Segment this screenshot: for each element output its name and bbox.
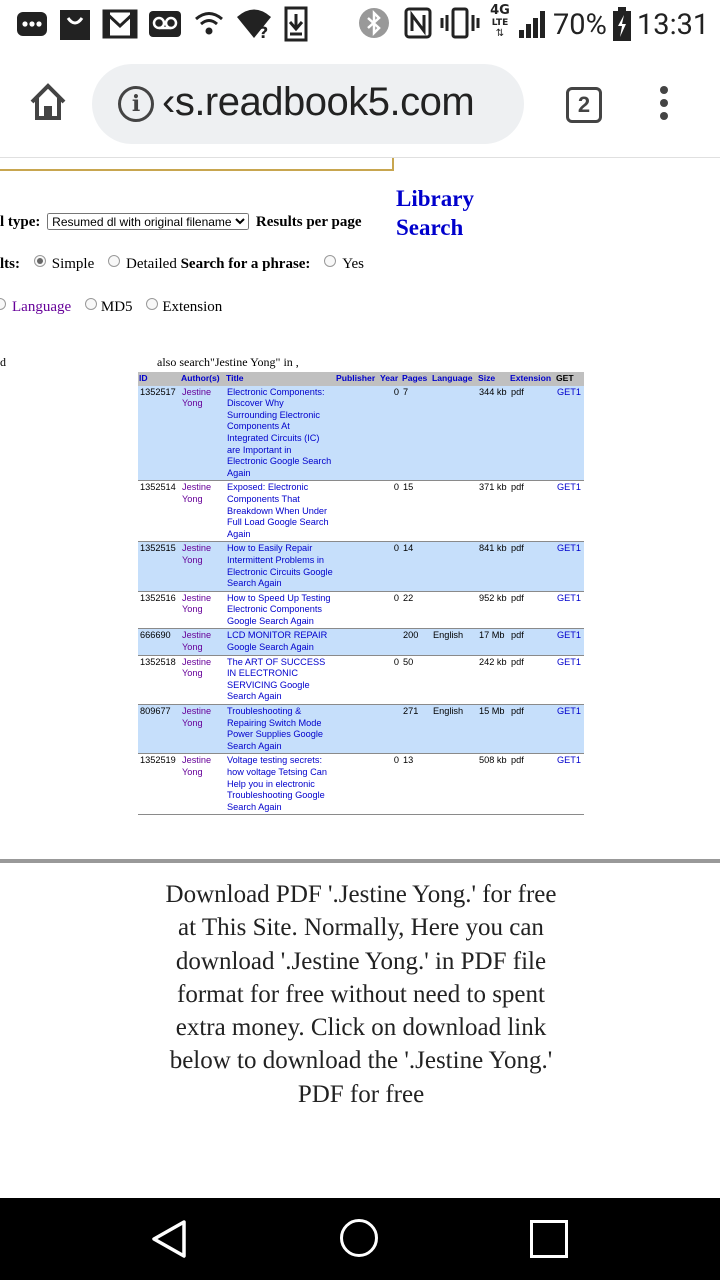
cell-pages: 271 — [401, 705, 431, 754]
extension-radio[interactable] — [146, 298, 158, 310]
navigation-bar — [0, 1198, 720, 1280]
battery-icon — [611, 6, 633, 49]
cell-size: 952 kb — [477, 591, 509, 629]
nfc-icon — [404, 7, 432, 46]
table-row — [138, 655, 584, 704]
phrase-label: Search for a phrase: — [180, 256, 311, 272]
cell-year: 0 — [379, 655, 401, 704]
results-per-page-label: Results per page — [255, 214, 362, 230]
cell-pages: 7 — [401, 386, 431, 481]
cell-language: English — [431, 705, 477, 754]
download-type-row — [0, 213, 361, 231]
col-authors[interactable]: Author(s) — [180, 372, 225, 386]
cell-author[interactable]: Jestine Yong — [180, 754, 225, 815]
cell-id: 1352519 — [138, 754, 180, 815]
phrase-yes-radio[interactable] — [324, 255, 336, 267]
cell-language: English — [431, 629, 477, 655]
cell-author[interactable]: Jestine Yong — [180, 629, 225, 655]
cell-year — [379, 629, 401, 655]
cell-pages: 13 — [401, 754, 431, 815]
cell-extension: pdf — [509, 591, 555, 629]
cell-title[interactable]: LCD MONITOR REPAIR Google Search Again — [225, 629, 335, 655]
md5-label: MD5 — [100, 299, 133, 315]
signal-icon — [518, 8, 548, 47]
network-4g-icon: 4G LTE ⇅ — [490, 3, 510, 39]
cell-pages: 50 — [401, 655, 431, 704]
cell-id: 1352514 — [138, 481, 180, 542]
download-type-label: l type: — [0, 214, 41, 230]
vibrate-icon — [440, 7, 480, 46]
col-get: GET — [555, 372, 584, 386]
cell-publisher — [335, 705, 379, 754]
cell-extension: pdf — [509, 705, 555, 754]
col-extension[interactable]: Extension — [509, 372, 555, 386]
table-row — [138, 629, 584, 655]
cell-publisher — [335, 591, 379, 629]
get-link[interactable]: GET1 — [555, 481, 584, 542]
download-icon — [284, 6, 308, 49]
also-search-text: also search"Jestine Yong" in , — [157, 355, 299, 369]
cell-title[interactable]: Exposed: Electronic Components That Breakdown When Under Full Load Google Search Again — [225, 481, 335, 542]
table-row — [138, 705, 584, 754]
cell-title[interactable]: How to Speed Up Testing Electronic Components Google Search Again — [225, 591, 335, 629]
info-icon[interactable]: i — [118, 86, 154, 122]
table-row — [138, 542, 584, 591]
library-search-link[interactable]: Library Search — [396, 186, 474, 240]
table-row — [138, 591, 584, 629]
cell-id: 1352518 — [138, 655, 180, 704]
cell-extension: pdf — [509, 629, 555, 655]
cell-size: 15 Mb — [477, 705, 509, 754]
address-bar[interactable] — [92, 64, 524, 144]
search-options-row — [0, 255, 364, 273]
get-link[interactable]: GET1 — [555, 754, 584, 815]
cell-title[interactable]: How to Easily Repair Intermittent Problems in Electronic Circuits Google Search Again — [225, 542, 335, 591]
get-link[interactable]: GET1 — [555, 629, 584, 655]
cell-language — [431, 754, 477, 815]
col-id[interactable]: ID — [138, 372, 180, 386]
cell-author[interactable]: Jestine Yong — [180, 591, 225, 629]
status-bar — [0, 0, 720, 50]
language-radio[interactable] — [0, 298, 6, 310]
col-title[interactable]: Title — [225, 372, 335, 386]
battery-percent: 70% — [553, 8, 607, 42]
cell-year: 0 — [379, 542, 401, 591]
table-row — [138, 386, 584, 481]
cell-size: 17 Mb — [477, 629, 509, 655]
cell-year: 0 — [379, 386, 401, 481]
cell-extension: pdf — [509, 481, 555, 542]
cell-id: 809677 — [138, 705, 180, 754]
language-link[interactable]: Language — [12, 299, 72, 315]
cell-author[interactable]: Jestine Yong — [180, 386, 225, 481]
get-link[interactable]: GET1 — [555, 542, 584, 591]
col-size[interactable]: Size — [477, 372, 509, 386]
table-row — [138, 481, 584, 542]
clock: 13:31 — [637, 8, 710, 42]
search-box-frame — [0, 158, 394, 171]
table-header-row — [138, 372, 584, 386]
simple-radio[interactable] — [34, 255, 46, 267]
download-type-select[interactable] — [47, 213, 249, 230]
gmail-icon — [102, 8, 138, 47]
results-label: lts: — [0, 256, 20, 272]
cell-year: 0 — [379, 754, 401, 815]
cell-year: 0 — [379, 591, 401, 629]
table-row — [138, 754, 584, 815]
cell-extension: pdf — [509, 386, 555, 481]
cell-language — [431, 591, 477, 629]
bluetooth-icon — [358, 7, 390, 46]
browser-toolbar — [0, 50, 720, 158]
web-page — [0, 158, 720, 1198]
cell-author[interactable]: Jestine Yong — [180, 542, 225, 591]
cell-publisher — [335, 754, 379, 815]
simple-label: Simple — [51, 256, 95, 272]
get-link[interactable]: GET1 — [555, 705, 584, 754]
cell-title[interactable]: Electronic Components: Discover Why Surrounding Electronic Components At Integrated Circuits (IC) are Important in Electronic Google Search Again — [225, 386, 335, 481]
cell-author[interactable]: Jestine Yong — [180, 705, 225, 754]
cell-id: 1352515 — [138, 542, 180, 591]
cell-id: 666690 — [138, 629, 180, 655]
description-text: Download PDF '.Jestine Yong.' for free at This Site. Normally, Here you can download '.Jestine Yong.' in PDF file format for free without need to spent extra money. Click on download link below to download the '.Jestine Yong.' PDF for free — [165, 881, 557, 1108]
cell-pages: 200 — [401, 629, 431, 655]
cell-language — [431, 481, 477, 542]
cell-title[interactable]: Voltage testing secrets: how voltage Tetsing Can Help you in electronic Troubleshooting Google Search Again — [225, 754, 335, 815]
cell-size: 508 kb — [477, 754, 509, 815]
results-table — [138, 372, 584, 815]
cell-extension: pdf — [509, 542, 555, 591]
cell-size: 344 kb — [477, 386, 509, 481]
cell-id: 1352516 — [138, 591, 180, 629]
detailed-radio[interactable] — [108, 255, 120, 267]
phrase-yes-label: Yes — [342, 256, 365, 272]
cell-publisher — [335, 629, 379, 655]
more-icon — [16, 8, 48, 47]
cell-language — [431, 542, 477, 591]
home-circle-icon[interactable] — [340, 1219, 378, 1257]
col-language[interactable]: Language — [431, 372, 477, 386]
recents-square-icon[interactable] — [530, 1220, 568, 1258]
back-icon[interactable] — [148, 1218, 190, 1265]
cell-publisher — [335, 386, 379, 481]
cell-publisher — [335, 542, 379, 591]
cell-language — [431, 655, 477, 704]
home-icon[interactable] — [26, 80, 70, 124]
cell-publisher — [335, 481, 379, 542]
shopping-bag-icon — [58, 6, 92, 49]
cell-publisher — [335, 655, 379, 704]
divider — [0, 859, 720, 863]
get-link[interactable]: GET1 — [555, 591, 584, 629]
cell-pages: 15 — [401, 481, 431, 542]
wifi-icon — [194, 10, 224, 45]
cell-size: 841 kb — [477, 542, 509, 591]
detailed-label: Detailed — [126, 256, 177, 272]
url-text[interactable]: ‹s.readbook5.com — [162, 80, 475, 124]
svg-text:?: ? — [259, 23, 269, 40]
col-publisher[interactable]: Publisher — [335, 372, 379, 386]
cell-size: 371 kb — [477, 481, 509, 542]
wifi-question-icon — [236, 8, 272, 47]
get-link[interactable]: GET1 — [555, 655, 584, 704]
cell-title[interactable]: The ART OF SUCCESS IN ELECTRONIC SERVICING Google Search Again — [225, 655, 335, 704]
cell-title[interactable]: Troubleshooting & Repairing Switch Mode Power Supplies Google Search Again — [225, 705, 335, 754]
voicemail-icon — [148, 8, 182, 47]
cell-id: 1352517 — [138, 386, 180, 481]
tab-switcher-button[interactable]: 2 — [566, 87, 602, 123]
cell-language — [431, 386, 477, 481]
col-year[interactable]: Year — [379, 372, 401, 386]
cell-size: 242 kb — [477, 655, 509, 704]
cell-pages: 14 — [401, 542, 431, 591]
cell-year — [379, 705, 401, 754]
truncated-label: d — [0, 355, 6, 369]
cell-year: 0 — [379, 481, 401, 542]
search-field-row — [0, 298, 222, 316]
cell-author[interactable]: Jestine Yong — [180, 655, 225, 704]
md5-radio[interactable] — [85, 298, 97, 310]
cell-extension: pdf — [509, 655, 555, 704]
overflow-menu-icon[interactable] — [656, 86, 672, 126]
cell-author[interactable]: Jestine Yong — [180, 481, 225, 542]
col-pages[interactable]: Pages — [401, 372, 431, 386]
cell-extension: pdf — [509, 754, 555, 815]
get-link[interactable]: GET1 — [555, 386, 584, 481]
extension-label: Extension — [162, 299, 223, 315]
cell-pages: 22 — [401, 591, 431, 629]
